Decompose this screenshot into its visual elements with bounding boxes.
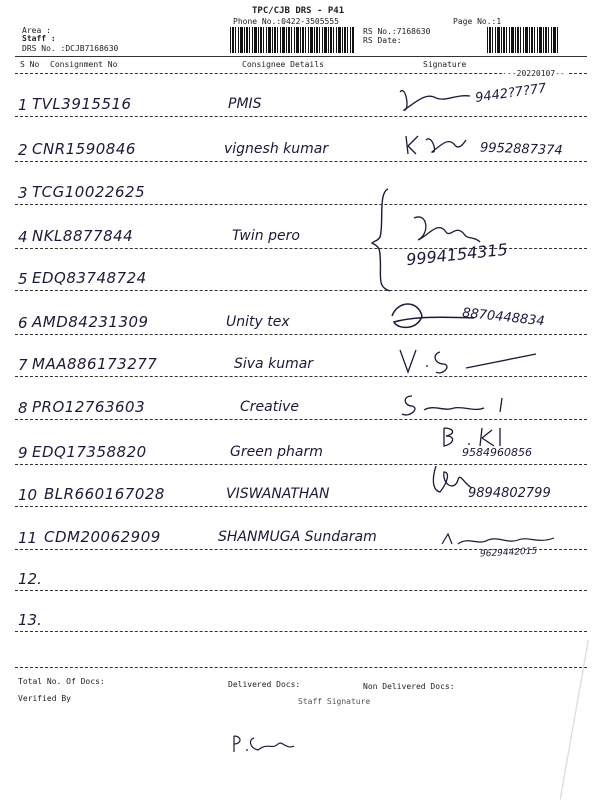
signature-8 (428, 462, 478, 498)
consignee-name: VISWANATHAN (226, 486, 330, 502)
row-separator (15, 506, 587, 507)
rs-date: RS Date: (363, 36, 402, 45)
consignee-phone: 9584960856 (462, 446, 532, 459)
consignee-name: SHANMUGA Sundaram (218, 529, 377, 545)
verified-by-label: Verified By (18, 694, 71, 703)
row-separator (15, 204, 587, 205)
consignee-name: vignesh kumar (224, 141, 329, 157)
consignment-number: CNR1590846 (32, 140, 136, 158)
staff-label: Staff : (22, 34, 56, 43)
consignee-phone: 9629442015 (479, 546, 538, 560)
entry-number: 7 (18, 356, 28, 374)
area-label: Area : (22, 26, 51, 35)
consignee-phone: 9952887374 (479, 140, 563, 159)
entry-number: 10 (18, 486, 38, 504)
barcode-right (487, 27, 559, 53)
entry-number: 11 (18, 529, 38, 547)
entry-number: 5 (18, 270, 28, 288)
consignee-phone: 9442?7?77 (474, 81, 548, 106)
consignment-number: MAA886173277 (32, 355, 158, 373)
scan-artifact (560, 640, 600, 800)
consignee-name: Unity tex (226, 314, 290, 330)
entry-number: 3 (18, 184, 28, 202)
signature-9 (438, 530, 558, 550)
entry-number: 1 (18, 96, 28, 114)
drs-number: DRS No. :DCJB7168630 (22, 44, 119, 53)
header-rule-bottom (15, 73, 587, 74)
signature-5 (396, 344, 546, 380)
row-separator (15, 590, 587, 591)
entry-number: 12. (18, 570, 42, 588)
consignment-number: TVL3915516 (32, 95, 132, 113)
signature-2 (402, 130, 472, 160)
grouping-brace (370, 185, 400, 295)
document-title: TPC/CJB DRS - P41 (252, 6, 345, 16)
entry-number: 4 (18, 228, 28, 246)
signature-3 (408, 210, 488, 250)
column-consignment: Consignment No (50, 60, 118, 69)
column-signature: Signature (423, 60, 467, 69)
consignee-name: PMIS (228, 96, 262, 112)
consignment-number: EDQ17358820 (32, 443, 147, 461)
entry-number: 2 (18, 141, 28, 159)
row-separator (15, 161, 587, 162)
verifier-signature (228, 732, 298, 758)
consignee-name: Siva kumar (234, 356, 314, 372)
date-stamp: --20220107-- (507, 69, 565, 78)
row-separator (15, 290, 587, 291)
entry-number: 8 (18, 399, 28, 417)
consignment-number: CDM20062909 (44, 528, 161, 546)
column-sno: S No (20, 60, 40, 69)
page-number: Page No.:1 (453, 17, 502, 26)
consignee-name: Twin pero (232, 228, 300, 244)
total-docs-label: Total No. Of Docs: (18, 677, 105, 686)
signature-6 (398, 390, 508, 424)
barcode-left (230, 27, 354, 53)
entry-number: 13. (18, 611, 42, 629)
consignment-number: TCG10022625 (32, 183, 146, 201)
entry-number: 6 (18, 314, 28, 332)
entry-number: 9 (18, 444, 28, 462)
header-rule-top (15, 56, 587, 57)
column-consignee: Consignee Details (242, 60, 324, 69)
signature-1 (396, 82, 476, 122)
row-separator (15, 464, 587, 465)
consignee-name: Creative (240, 399, 300, 415)
non-delivered-docs-label: Non Delivered Docs: (363, 682, 455, 691)
consignment-number: PRO12763603 (32, 398, 146, 416)
row-separator (15, 631, 587, 632)
consignment-number: AMD84231309 (32, 313, 149, 331)
signature-4 (388, 296, 478, 336)
footer-rule (15, 667, 587, 668)
consignee-name: Green pharm (230, 444, 323, 460)
consignment-number: EDQ83748724 (32, 269, 147, 287)
consignee-phone: 9894802799 (468, 486, 551, 501)
rs-number: RS No.:7168630 (363, 27, 431, 36)
staff-signature-label: Staff Signature (298, 697, 371, 706)
signature-7 (438, 424, 518, 452)
row-separator (15, 116, 587, 117)
consignment-number: NKL8877844 (32, 227, 134, 245)
row-separator (15, 334, 587, 335)
consignee-phone: 8870448834 (461, 305, 546, 330)
delivered-docs-label: Delivered Docs: (228, 680, 301, 689)
consignment-number: BLR660167028 (44, 485, 165, 503)
phone-number: Phone No.:0422-3505555 (233, 17, 339, 26)
consignee-phone: 9994154315 (405, 239, 509, 270)
